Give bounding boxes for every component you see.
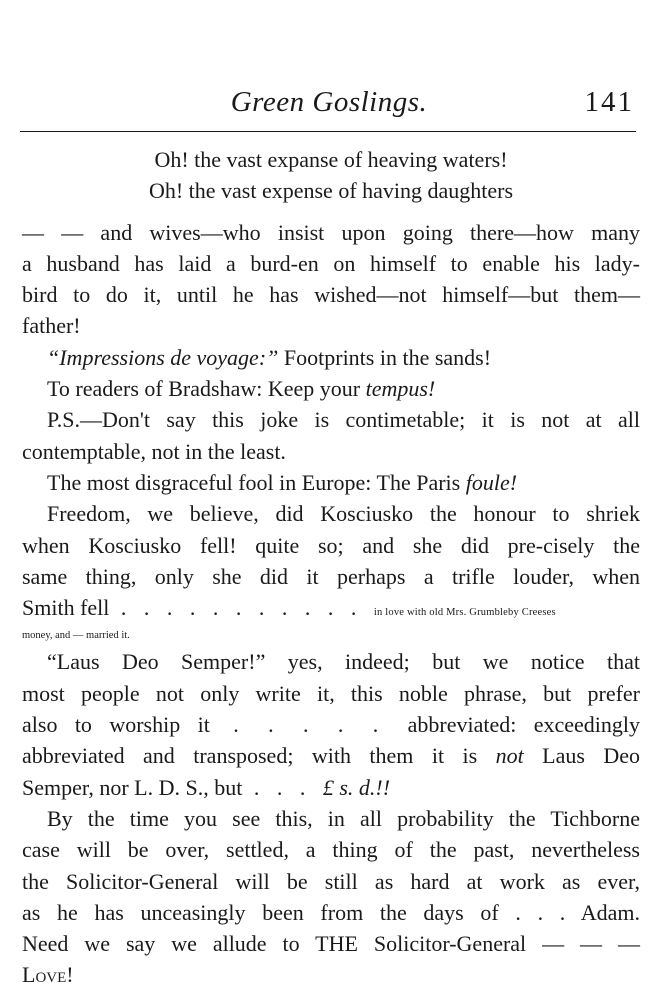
freedom-small-note: in love with old Mrs. Grumbleby Creeses [373,607,556,619]
freedom-line-2: when Kosciusko fell! quite so; and she did pre-cisely the [22,532,640,558]
paragraph-wives-cont [22,248,640,279]
paragraph-wives-cont-2 [22,279,640,310]
paragraph-ps [22,404,640,435]
ps-line-1: P.S.—Don't say this joke is contimetable; it is not at all [47,407,640,433]
paragraph-wives [22,217,640,248]
verse-line-2: Oh! the vast expense of having daughters [148,178,514,204]
paragraph-freedom-3 [22,561,640,592]
laus-not-italic: not [495,743,524,769]
paragraph-tichborne-3 [22,866,640,897]
paragraph-tichborne-5 [22,928,640,959]
laus-line-3a: also to worship it [22,712,210,738]
paragraph-fool [22,467,640,498]
freedom-line-4-main: Smith fell [22,595,110,621]
laus-lsd-italic: £ s. d.!! [322,774,391,800]
paragraph-freedom-4 [22,592,640,628]
paragraph-bradshaw [22,373,640,404]
laus-dots-1: . . . . . [209,712,408,738]
tichborne-love: Love! [22,962,74,988]
bradshaw-text: To readers of Bradshaw: Keep your [47,376,366,402]
paragraph-laus-5 [22,772,640,803]
laus-line-3b: abbreviated: exceedingly [407,712,640,738]
freedom-line-1: Freedom, we believe, did Kosciusko the honour to shriek [47,501,640,527]
laus-line-2: most people not only write it, this noble phrase, but prefer [22,680,640,706]
paragraph-tichborne [22,803,640,834]
laus-line-4a: abbreviated and transposed; with them it is [22,743,496,769]
paragraph-tichborne-6 [22,959,640,990]
freedom-dots: . . . . . . . . . . . [109,595,374,621]
bradshaw-italic: tempus! [365,376,436,402]
impressions-quote: “Impressions de voyage:” [47,344,279,370]
tichborne-line-1: By the time you see this, in all probability the Tichborne [47,805,640,831]
fool-italic: foule! [465,469,518,495]
verse-line-1: Oh! the vast expanse of heaving waters! [154,147,508,172]
p1-line-1: — — and wives—who insist upon going there—how many [22,219,640,245]
p1-line-4: father! [22,313,81,339]
tichborne-line-5: Need we say we allude to THE Solicitor-General — — — [22,931,640,957]
paragraph-freedom-2 [22,530,640,561]
laus-line-1: “Laus Deo Semper!” yes, indeed; but we notice that [47,649,640,675]
paragraph-laus-4 [22,740,640,771]
fool-text: The most disgraceful fool in Europe: The Paris [47,469,466,495]
laus-line-5a: Semper, nor L. D. S., but [22,774,243,800]
paragraph-freedom-5 [22,626,640,646]
p1-line-3: bird to do it, until he has wished—not himself—but them— [22,282,640,308]
p1-line-2: a husband has laid a burd-en on himself to enable his lady- [22,250,640,276]
paragraph-tichborne-2 [22,834,640,865]
paragraph-ps-end [22,436,640,467]
ps-line-2: contemptable, not in the least. [22,438,286,464]
tichborne-line-2: case will be over, settled, a thing of the past, nevertheless [22,837,640,863]
tichborne-line-4: as he has unceasingly been from the days of . . . Adam. [22,899,640,925]
header-rule [20,131,636,132]
body-text [22,144,640,991]
paragraph-wives-end [22,310,640,341]
laus-line-4b: Laus Deo [523,743,640,769]
impressions-rest: Footprints in the sands! [278,344,492,370]
paragraph-laus [22,646,640,677]
paragraph-impressions [22,342,640,373]
running-title: Green Goslings. [230,86,428,118]
paragraph-laus-2 [22,678,640,709]
verse-couplet [22,144,640,207]
laus-dots-2: . . . [242,774,323,800]
freedom-line-3: same thing, only she did it perhaps a trifle louder, when [22,563,640,589]
page-header [20,86,638,126]
paragraph-laus-3 [22,709,640,740]
tichborne-line-3: the Solicitor-General will be still as hard at work as ever, [22,868,640,894]
page-number: 141 [584,86,634,118]
paragraph-tichborne-4 [22,897,640,928]
paragraph-freedom [22,498,640,529]
freedom-small-note-2: money, and — married it. [22,630,130,642]
